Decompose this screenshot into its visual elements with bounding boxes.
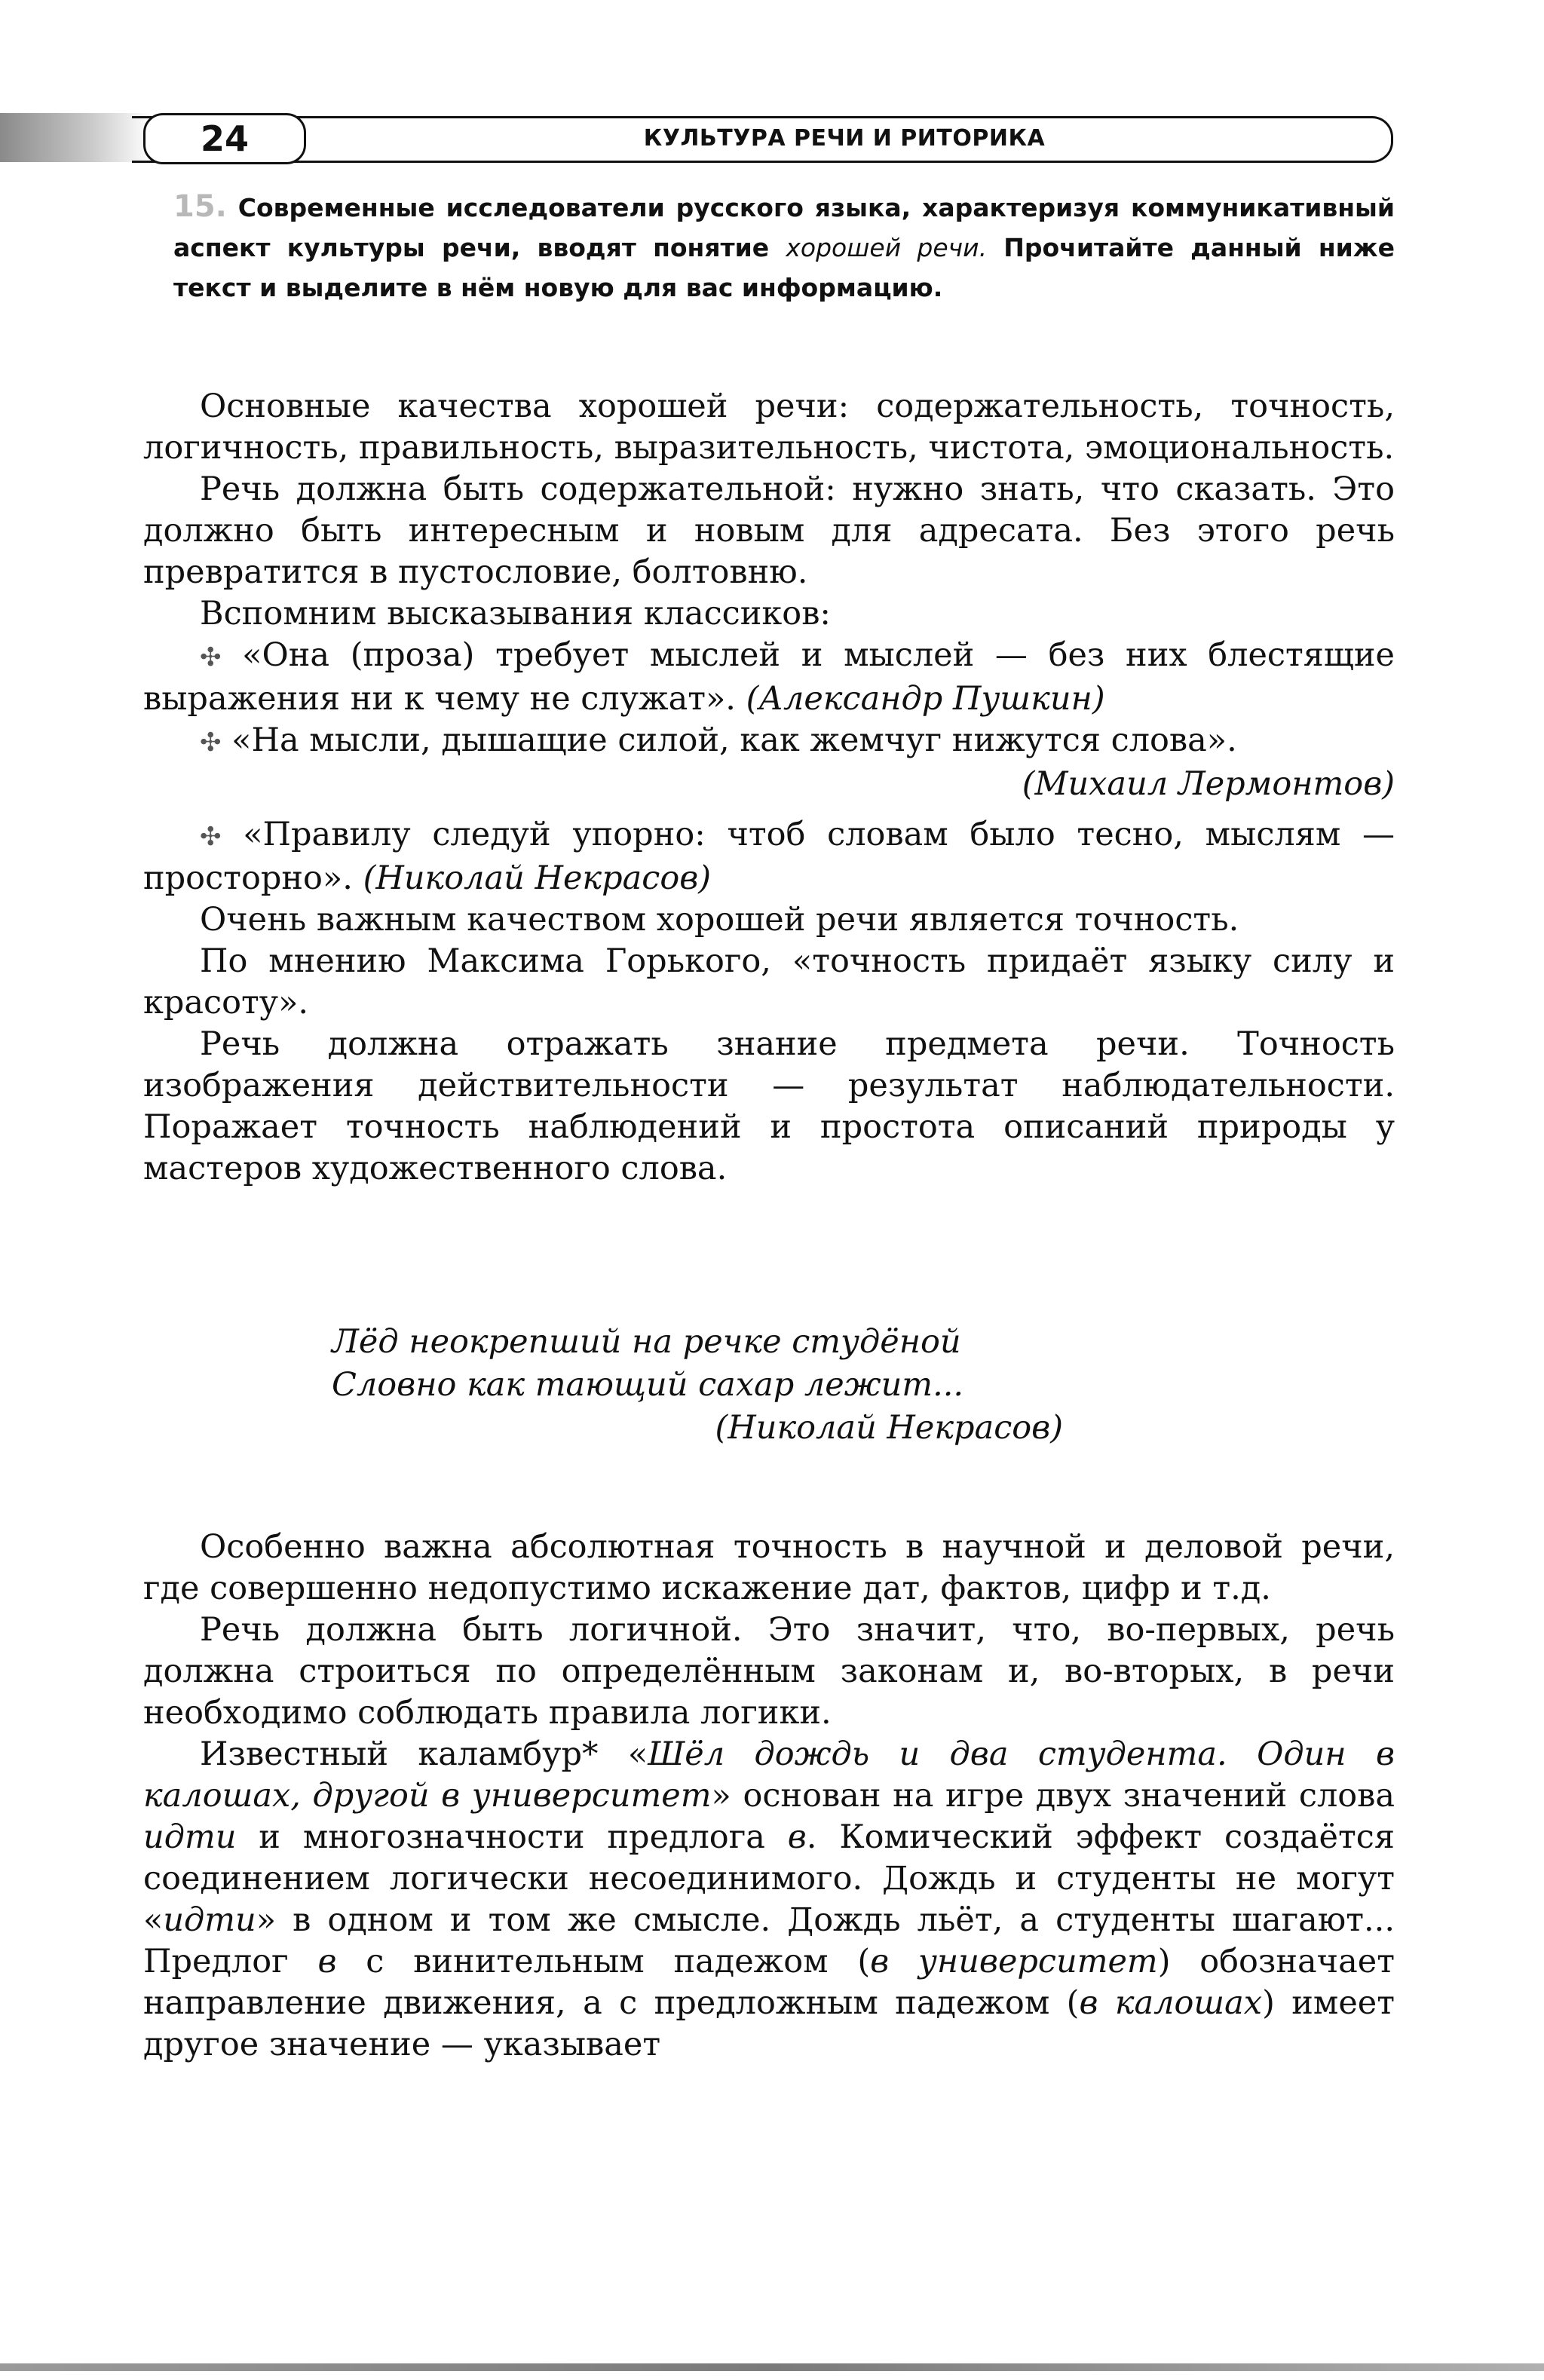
pun-word-idti: идти [143,1818,237,1856]
quote-pushkin [143,635,1395,720]
pun-word-idti-2: идти [163,1901,256,1939]
quote-lermontov-text: «На мысли, дышащие силой, как жемчуг нижутся слова». [231,721,1237,759]
pun-prep-v: в [787,1818,807,1856]
paragraph-scientific: Особенно важна абсолютная точность в научной и деловой речи, где совершенно недопустимо искажение дат, фактов, цифр и т.д. [143,1528,1395,1607]
task-instruction [173,187,1395,308]
main-text-lower [143,1527,1395,2066]
running-title: КУЛЬТУРА РЕЧИ И РИТОРИКА [643,124,1046,152]
quote-lermontov [143,720,1395,764]
pun-text-h: ) имеет другое значение — указывает [143,1984,1395,2063]
quote-nekrasov-text: «Правилу следуй упорно: чтоб словам было тесно, мыслям — просторно». [143,816,1395,897]
task-number: 15. [173,189,227,224]
pun-phrase: Шёл дождь и два студента. Один в калошах, другой в университет [143,1735,1395,1815]
main-text-upper [143,386,1395,1190]
page-header [0,113,1395,162]
paragraph-subject: Речь должна отражать знание предмета речи. Точность изображения действительности — результат наблюдательности. Поражает точность наблюдений и простота описаний природы у мастеров художественного слова. [143,1025,1395,1187]
paragraph-pun [143,1734,1395,2066]
pun-prep-v-2: в [317,1943,337,1980]
poem-author: (Николай Некрасов) [715,1409,1063,1447]
quote-nekrasov-author: (Николай Некрасов) [363,859,712,897]
pun-kal: в калошах [1079,1984,1263,2022]
paragraph-accuracy: Очень важным качеством хорошей речи является точность. [200,901,1239,939]
poem [332,1321,1086,1450]
quote-lermontov-author: (Михаил Лермонтов) [1022,765,1395,803]
pun-text-c: и многозначности предлога [236,1818,788,1856]
bullet-icon: ✣ [200,642,222,672]
bottom-scan-edge [0,2363,1544,2371]
pun-text-g: ) обозначает направление движения, а с предложным падежом ( [143,1943,1395,2022]
paragraph-classics: Вспомним высказывания классиков: [200,595,831,633]
task-text-a: Современные исследователи русского языка, характеризуя коммуникативный аспект культуры речи, вводят понятие [173,193,1395,262]
page-number: 24 [143,113,306,164]
pun-text-f: с винительным падежом ( [336,1943,871,1980]
paragraph-gorky: По мнению Максима Горького, «точность придаёт языку силу и красоту». [143,942,1395,1022]
quote-pushkin-author: (Александр Пушкин) [746,680,1105,718]
pun-univ: в университет [870,1943,1158,1980]
bullet-icon: ✣ [200,822,222,852]
bullet-icon: ✣ [200,727,222,758]
paragraph-qualities: Основные качества хорошей речи: содержательность, точность, логичность, правильность, выразительность, чистота, эмоциональность. [143,387,1395,467]
paragraph-content: Речь должна быть содержательной: нужно знать, что сказать. Это должно быть интересным и новым для адресата. Без этого речь превратится в пустословие, болтовню. [143,470,1395,591]
header-shade [0,113,151,162]
task-text-italic: хорошей речи. [786,233,988,262]
quote-pushkin-text: «Она (проза) требует мыслей и мыслей — без них блестящие выражения ни к чему не служат». [143,636,1395,718]
pun-text-e: » в одном и том же смысле. Дождь льёт, а студенты шагают... Предлог [143,1901,1395,1980]
poem-line-2: Словно как тающий сахар лежит... [332,1366,964,1404]
paragraph-logic: Речь должна быть логичной. Это значит, что, во-первых, речь должна строиться по определённым законам и, во-вторых, в речи необходимо соблюдать правила логики. [143,1611,1395,1732]
quote-nekrasov [143,814,1395,899]
pun-text-d: . Комический эффект создаётся соединением логически несоединимого. Дождь и студенты не могут « [143,1818,1395,1939]
task-text-b: Прочитайте данный ниже текст и выделите в нём новую для вас информацию. [173,233,1395,302]
pun-text-a: Известный каламбур* « [200,1735,648,1773]
pun-text-b: » основан на игре двух значений слова [711,1777,1395,1815]
poem-line-1: Лёд неокрепший на речке студёной [332,1323,961,1361]
